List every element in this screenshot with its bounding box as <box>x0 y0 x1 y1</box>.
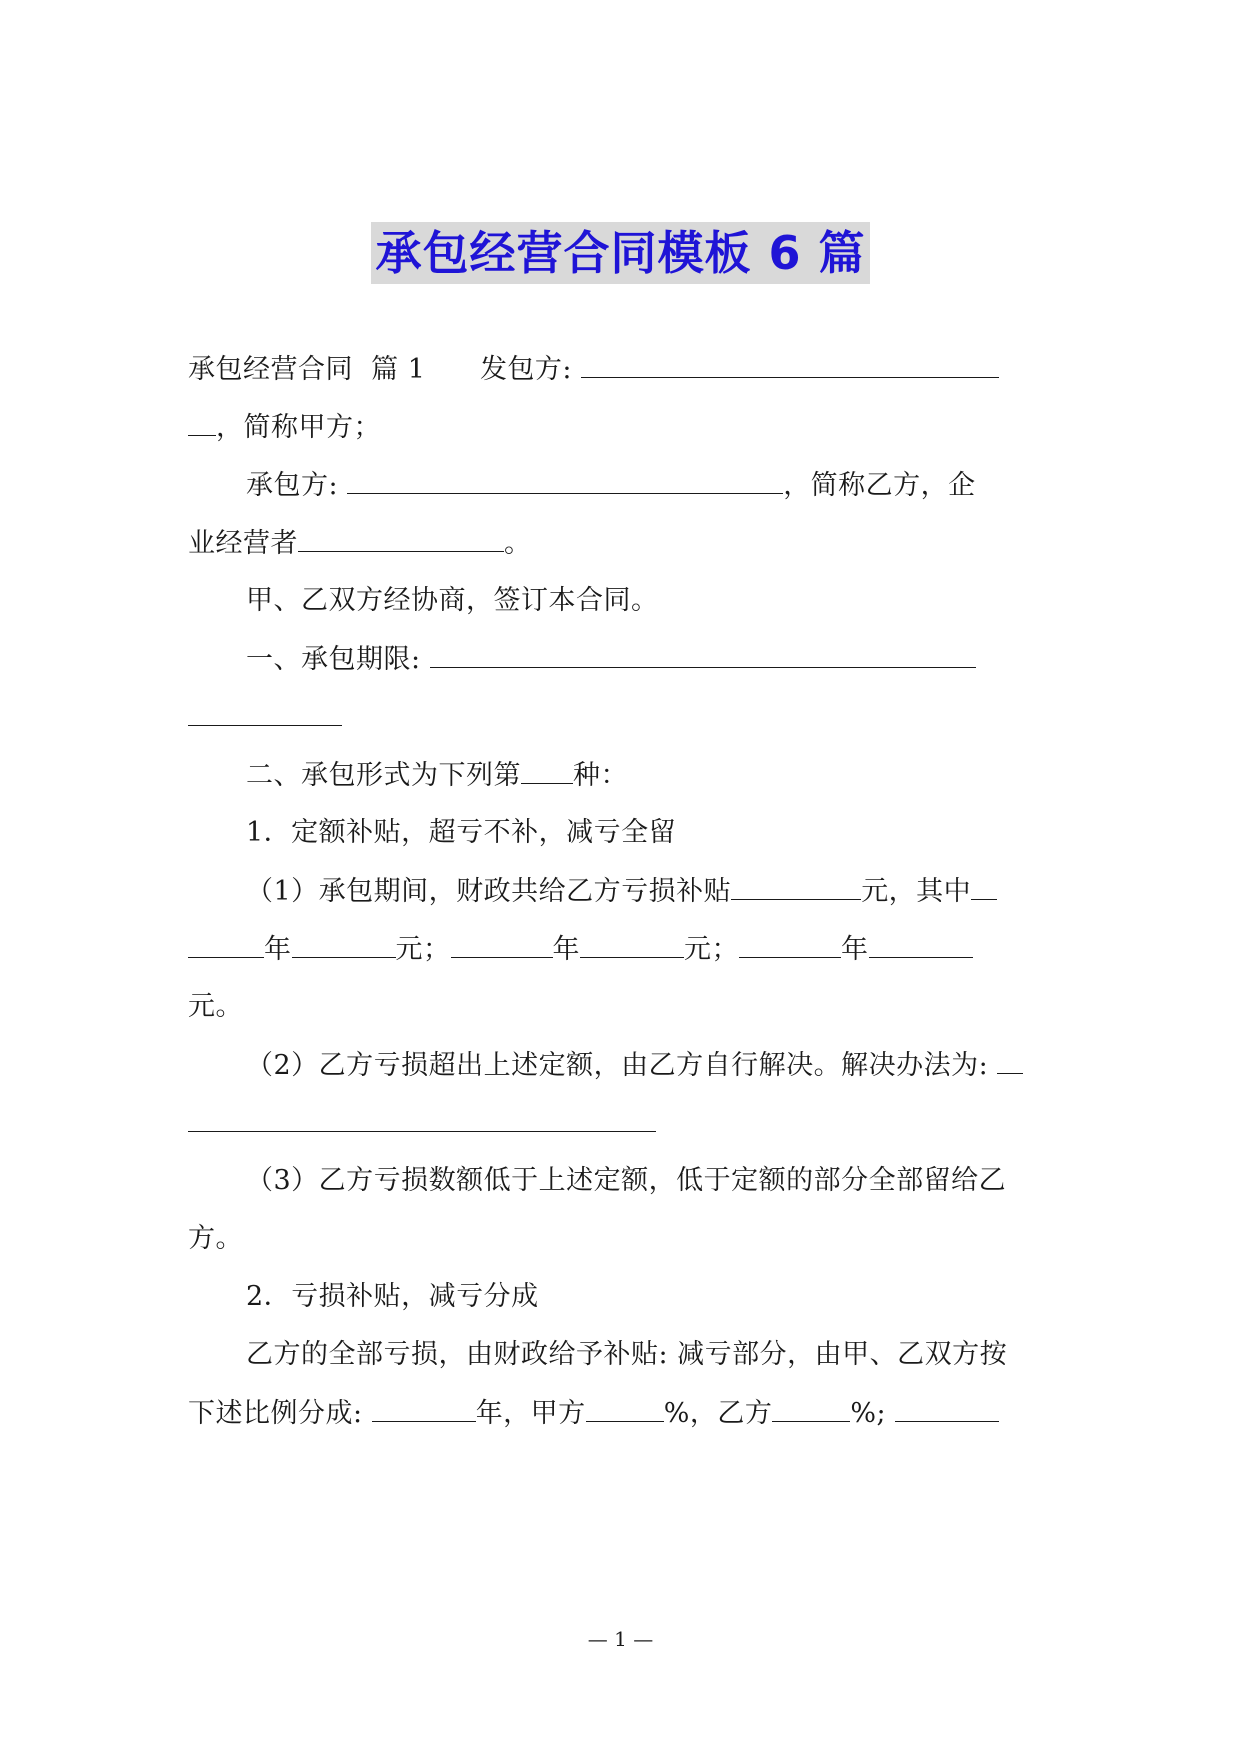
fill-blank <box>188 697 342 726</box>
fill-blank <box>298 523 504 552</box>
paragraph-line <box>188 813 1116 853</box>
text: 元； <box>684 934 739 965</box>
paragraph-line <box>188 697 1058 738</box>
text: 业经营者 <box>188 528 298 559</box>
paragraph-line <box>188 407 1058 448</box>
text: %; <box>850 1398 896 1429</box>
paragraph-line <box>188 1335 1116 1375</box>
paragraph-line <box>188 1045 1116 1086</box>
fill-blank <box>188 929 264 958</box>
fill-blank <box>731 871 861 900</box>
paragraph-line <box>188 1161 1116 1201</box>
fill-blank <box>451 929 553 958</box>
paragraph-line <box>188 639 1116 680</box>
text: （1）承包期间，财政共给乙方亏损补贴 <box>246 876 732 907</box>
text: 一、承包期限: <box>246 644 430 675</box>
paragraph-line <box>188 1219 1058 1259</box>
fill-blank <box>188 407 216 436</box>
text: 承包方: <box>246 470 348 501</box>
fill-blank <box>347 465 783 494</box>
text: %，乙方 <box>663 1398 773 1429</box>
text: 二、承包形式为下列第 <box>246 760 521 791</box>
document-title: 承包经营合同模板 6 篇 <box>371 222 869 284</box>
fill-blank <box>895 1393 999 1422</box>
fill-blank <box>586 1393 664 1422</box>
paragraph-line <box>188 465 1116 506</box>
text: 。 <box>504 528 532 559</box>
paragraph-line <box>188 1103 1058 1144</box>
list-item-heading: 2．亏损补贴，减亏分成 <box>246 1281 539 1312</box>
fill-blank <box>188 1103 656 1132</box>
title-container <box>0 222 1241 284</box>
text: 元； <box>395 934 451 965</box>
section-heading: 承包经营合同 篇 1 <box>188 354 426 385</box>
list-item-heading: 1．定额补贴，超亏不补，减亏全留 <box>246 817 677 848</box>
fill-blank <box>581 349 999 378</box>
fill-blank <box>997 1045 1023 1074</box>
paragraph-line <box>188 987 1058 1027</box>
text: 年 <box>841 934 869 965</box>
text: 方。 <box>188 1223 243 1254</box>
text: （2）乙方亏损超出上述定额，由乙方自行解决。解决办法为: <box>246 1050 998 1081</box>
fill-blank <box>580 929 684 958</box>
text: 下述比例分成: <box>188 1398 372 1429</box>
fill-blank <box>521 755 573 784</box>
paragraph-line <box>188 523 1058 564</box>
paragraph-line <box>188 1393 1058 1434</box>
fill-blank <box>372 1393 476 1422</box>
text: （3）乙方亏损数额低于上述定额，低于定额的部分全部留给乙 <box>246 1165 1007 1196</box>
text: 乙方的全部亏损，由财政给予补贴: 减亏部分，由甲、乙双方按 <box>246 1339 1008 1370</box>
text: ，简称乙方，企 <box>783 470 976 501</box>
paragraph-line <box>188 755 1116 796</box>
text: 甲、乙双方经协商，签订本合同。 <box>246 585 659 616</box>
text: 年 <box>264 934 292 965</box>
paragraph-line <box>188 581 1116 621</box>
page-number: — 1 — <box>587 1627 654 1651</box>
text: 发包方: <box>479 354 582 385</box>
fill-blank <box>292 929 396 958</box>
text: 元，其中 <box>861 876 972 907</box>
fill-blank <box>430 639 976 668</box>
fill-blank <box>772 1393 850 1422</box>
paragraph-line <box>188 871 1116 912</box>
text: 年 <box>552 934 580 965</box>
text: 种： <box>573 760 628 791</box>
fill-blank <box>971 871 997 900</box>
text: 元。 <box>188 991 243 1022</box>
paragraph-line <box>188 349 1058 390</box>
paragraph-line <box>188 929 1058 970</box>
text: ，简称甲方； <box>216 412 381 443</box>
paragraph-line <box>188 1277 1116 1317</box>
text: 年，甲方 <box>475 1398 586 1429</box>
fill-blank <box>869 929 973 958</box>
fill-blank <box>739 929 841 958</box>
